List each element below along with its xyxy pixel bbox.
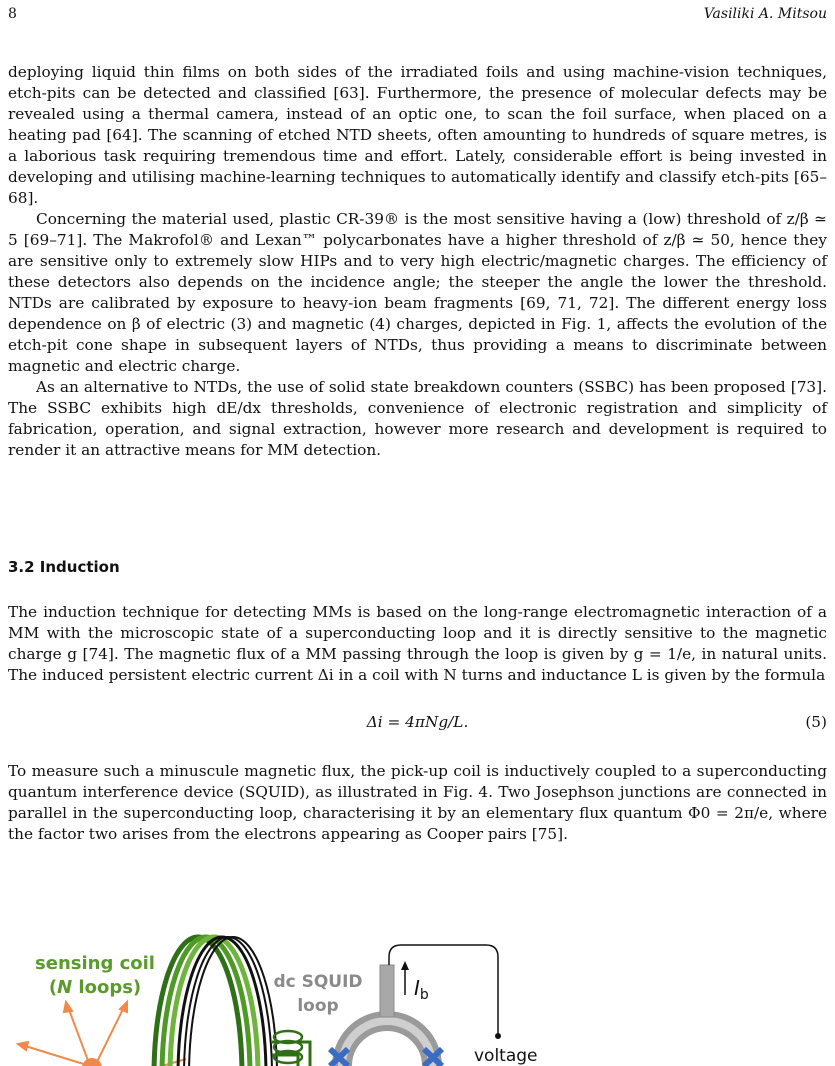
paragraph-cr39: Concerning the material used, plastic CR-39® is the most sensitive having a (low) threshold of z/β ≃ 5 [69–71]. The Makrofol® and Lexan™ polycarbonates have a higher threshold of z/β ≃ 50, hence they are sensitive only to extremely slow HIPs and to very high electric/magnetic charges. The efficiency of these detectors also depends on the incidence angle; the steeper the angle the lower the threshold. NTDs are calibrated by exposure to heavy-ion beam fragments [69, 71, 72]. The different energy loss dependence on β of electric (3) and magnetic (4) charges, depicted in Fig. 1, affects the evolution of the etch-pit cone shape in subsequent layers of NTDs, thus providing a means to discriminate between magnetic and electric charge.	[8, 210, 827, 375]
squid-label-1: dc SQUID	[273, 972, 363, 992]
sensing-coil-label-2: (N loops)	[48, 977, 142, 998]
squid-text-block	[8, 761, 827, 845]
monopole-arrows	[18, 1002, 127, 1066]
equation-number: (5)	[805, 713, 827, 731]
squid-label-2: loop	[297, 996, 339, 1016]
page-number: 8	[8, 6, 17, 22]
paragraph-squid: To measure such a minuscule magnetic flux, the pick-up coil is inductively coupled to a superconducting quantum interference device (SQUID), as illustrated in Fig. 4. Two Josephson junctions are connected in parallel in the superconducting loop, characterising it by an elementary flux quantum Φ0 = 2π/e, where the factor two arises from the electrons appearing as Cooper pairs [75].	[8, 762, 827, 843]
figure-squid-diagram	[0, 925, 835, 1066]
equation-expression: Δi = 4πNg/L.	[366, 713, 469, 731]
sensing-coil	[154, 937, 277, 1066]
running-author: Vasiliki A. Mitsou	[703, 6, 827, 22]
voltage-label: voltage	[474, 1046, 538, 1066]
sensing-coil-label-1: sensing coil	[35, 953, 155, 974]
bias-arrow-head	[401, 961, 409, 970]
voltage-terminal	[495, 1033, 501, 1039]
squid-diagram-svg	[0, 925, 835, 1066]
bias-current-label: $I_b$	[414, 976, 429, 1003]
monopole-arrow-right	[162, 1059, 186, 1066]
induction-text-block	[8, 602, 827, 686]
page-header	[8, 6, 827, 26]
paragraph-machine-vision: deploying liquid thin films on both sides of the irradiated foils and using machine-vision techniques, etch-pits can be detected and classified [63]. Furthermore, the presence of molecular defects may be revealed using a thermal camera, instead of an optic one, to scan the foil surface, when placed on a heating pad [64]. The scanning of etched NTD sheets, often amounting to hundreds of square metres, is a laborious task requiring tremendous time and effort. Lately, considerable effort is being invested in developing and utilising machine-learning techniques to automatically identify and classify etch-pits [65–68].	[8, 63, 827, 207]
ntd-text-block	[8, 62, 827, 461]
paragraph-induction: The induction technique for detecting MMs is based on the long-range electromagnetic interaction of a MM with the microscopic state of a superconducting loop and it is directly sensitive to the magnetic charge g [74]. The magnetic flux of a MM passing through the loop is given by g = 1/e, in natural units. The induced persistent electric current Δi in a coil with N turns and inductance L is given by the formula	[8, 603, 827, 684]
paragraph-ssbc: As an alternative to NTDs, the use of solid state breakdown counters (SSBC) has been proposed [73]. The SSBC exhibits high dE/dx thresholds, convenience of electronic registration and simplicity of fabrication, operation, and signal extraction, however more research and development is required to render it an attractive means for MM detection.	[8, 378, 827, 459]
equation-5	[8, 713, 827, 735]
section-heading: 3.2 Induction	[8, 558, 120, 576]
